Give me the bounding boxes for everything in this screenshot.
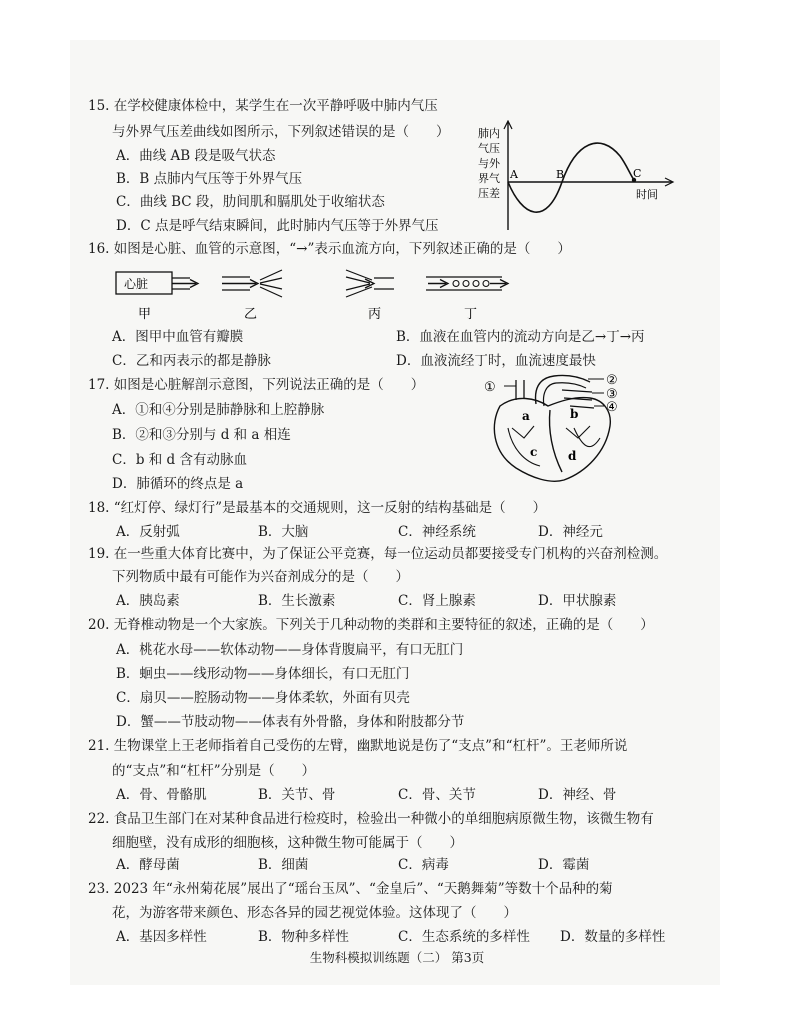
q21-stem-line2: 的“支点”和“杠杆”分别是（ ） [112, 763, 316, 779]
q20-option-b: B．蛔虫——线形动物——身体细长，有口无肛门 [116, 666, 410, 682]
graph-ylabel-2: 气压 [478, 142, 500, 155]
label-2: ② [606, 373, 618, 388]
q16-option-d: D．血液流经丁时，血流速度最快 [396, 353, 596, 369]
chamber-b: b [570, 407, 579, 421]
q17-option-d: D．肺循环的终点是 a [112, 476, 244, 492]
q18-option-b: B．大脑 [258, 524, 309, 540]
q22-option-c: C．病毒 [398, 857, 449, 873]
left-ventricle-wall [508, 428, 600, 466]
septum [550, 410, 563, 472]
q17-option-a: A．①和④分别是肺静脉和上腔静脉 [112, 402, 325, 418]
q18-stem: 18. “红灯停、绿灯行”是最基本的交通规则，这一反射的结构基础是（ ） [88, 500, 547, 516]
q20-option-d: D．蟹——节肢动物——体表有外骨骼，身体和附肢都分节 [116, 714, 465, 730]
pulmonary-vessel [562, 390, 594, 408]
q16-option-a: A．图甲中血管有瓣膜 [112, 329, 244, 345]
graph-xlabel: 时间 [636, 188, 658, 201]
bing-arrow-head [365, 279, 374, 288]
chamber-c: c [530, 445, 538, 459]
q15-stem-line2: 与外界气压差曲线如图所示，下列叙述错误的是（ ） [112, 124, 450, 140]
yi-branch-down [260, 284, 282, 297]
q23-option-b: B．物种多样性 [258, 929, 349, 945]
q20-option-c: C．扇贝——腔肠动物——身体柔软，外面有贝壳 [116, 690, 410, 706]
q16-stem: 16. 如图是心脏、血管的示意图，“→”表示血流方向，下列叙述正确的是（ ） [88, 241, 571, 257]
q22-option-d: D．霉菌 [538, 857, 590, 873]
q21-option-a: A．骨、骨骼肌 [116, 787, 207, 803]
label-1: ① [484, 380, 496, 395]
q22-option-a: A．酵母菌 [116, 857, 180, 873]
heart-label: 心脏 [124, 277, 149, 291]
q21-option-b: B．关节、骨 [258, 787, 336, 803]
pressure-curve [508, 143, 634, 212]
q20-stem: 20. 无脊椎动物是一个大家族。下列关于几种动物的类群和主要特征的叙述，正确的是（ ） [88, 617, 654, 633]
chamber-d: d [568, 449, 577, 463]
q17-option-c: C．b 和 d 含有动脉血 [112, 452, 247, 468]
blood-cell [463, 281, 469, 287]
caption-yi: 乙 [244, 307, 258, 322]
q17-option-b: B．②和③分别与 d 和 a 相连 [112, 427, 291, 443]
q23-option-a: A．基因多样性 [116, 929, 207, 945]
blood-cell [473, 281, 479, 287]
q15-option-b: B．B 点肺内气压等于外界气压 [116, 171, 303, 187]
graph-point-c: C [633, 167, 642, 180]
q21-stem-line1: 21. 生物课堂上王老师指着自己受伤的左臂，幽默地说是伤了“支点”和“杠杆”。王老师所说 [88, 738, 628, 754]
q15-stem-line1: 15. 在学校健康体检中，某学生在一次平静呼吸中肺内气压 [88, 98, 438, 114]
q22-option-b: B．细菌 [258, 857, 309, 873]
q16-option-c: C．乙和丙表示的都是静脉 [112, 353, 271, 369]
q17-stem: 17. 如图是心脏解剖示意图，下列说法正确的是（ ） [88, 377, 425, 393]
superior-vena-cava [516, 380, 524, 400]
q17-heart-diagram [478, 368, 628, 486]
q23-option-d: D．数量的多样性 [560, 929, 666, 945]
q19-option-b: B．生长激素 [258, 593, 336, 609]
caption-bing: 丙 [368, 307, 382, 322]
label-4: ④ [606, 400, 618, 415]
graph-point-b: B [556, 168, 565, 181]
blood-cell [483, 281, 489, 287]
q23-option-c: C．生态系统的多样性 [398, 929, 530, 945]
graph-ylabel-5: 压差 [478, 187, 500, 200]
graph-ylabel-1: 肺内 [478, 127, 500, 140]
valve-right [512, 426, 534, 438]
q16-vessel-figure [110, 266, 540, 326]
q15-option-c: C．曲线 BC 段，肋间肌和膈肌处于收缩状态 [116, 194, 385, 210]
graph-ylabel-4: 界气 [478, 172, 500, 185]
caption-jia: 甲 [138, 307, 152, 322]
q23-stem-line2: 花，为游客带来颜色、形态各异的园艺视觉体验。这体现了（ ） [112, 905, 517, 921]
graph-point-a: A [510, 168, 518, 181]
graph-ylabel-3: 与外 [478, 157, 500, 170]
q15-option-d: D．C 点是呼气结束瞬间，此时肺内气压等于外界气压 [116, 218, 439, 234]
blood-cell [453, 281, 459, 287]
page-footer: 生物科模拟训练题（二） 第3页 [309, 950, 485, 965]
q19-stem-line2: 下列物质中最有可能作为兴奋剂成分的是（ ） [112, 569, 409, 585]
q15-pressure-graph [476, 120, 686, 236]
q22-stem-line2: 细胞壁，没有成形的细胞核，这种微生物可能属于（ ） [112, 835, 463, 851]
q23-stem-line1: 23. 2023 年“永州菊花展”展出了“瑶台玉凤”、“金皇后”、“天鹅舞菊”等数十个品种的菊 [88, 881, 613, 897]
q18-option-d: D．神经元 [538, 524, 603, 540]
q19-option-a: A．胰岛素 [116, 593, 180, 609]
q19-option-d: D．甲状腺素 [538, 593, 617, 609]
q22-stem-line1: 22. 食品卫生部门在对某种食品进行检疫时，检验出一种微小的单细胞病原微生物，该微生物有 [88, 811, 654, 827]
aorta-inner [544, 383, 587, 406]
label-3: ③ [606, 387, 618, 402]
q19-stem-line1: 19. 在一些重大体育比赛中，为了保证公平竞赛，每一位运动员都要接受专门机构的兴奋剂检测。 [88, 546, 668, 562]
q16-option-b: B．血液在血管内的流动方向是乙→丁→丙 [396, 329, 645, 345]
chamber-a: a [522, 409, 530, 423]
q20-option-a: A．桃花水母——软体动物——身体背腹扁平，有口无肛门 [116, 642, 464, 658]
q21-option-c: C．骨、关节 [398, 787, 476, 803]
q15-option-a: A．曲线 AB 段是吸气状态 [116, 148, 276, 164]
q18-option-c: C．神经系统 [398, 524, 476, 540]
caption-ding: 丁 [464, 307, 478, 322]
q19-option-c: C．肾上腺素 [398, 593, 476, 609]
q18-option-a: A．反射弧 [116, 524, 180, 540]
yi-branch-up [260, 270, 282, 283]
q21-option-d: D．神经、骨 [538, 787, 617, 803]
